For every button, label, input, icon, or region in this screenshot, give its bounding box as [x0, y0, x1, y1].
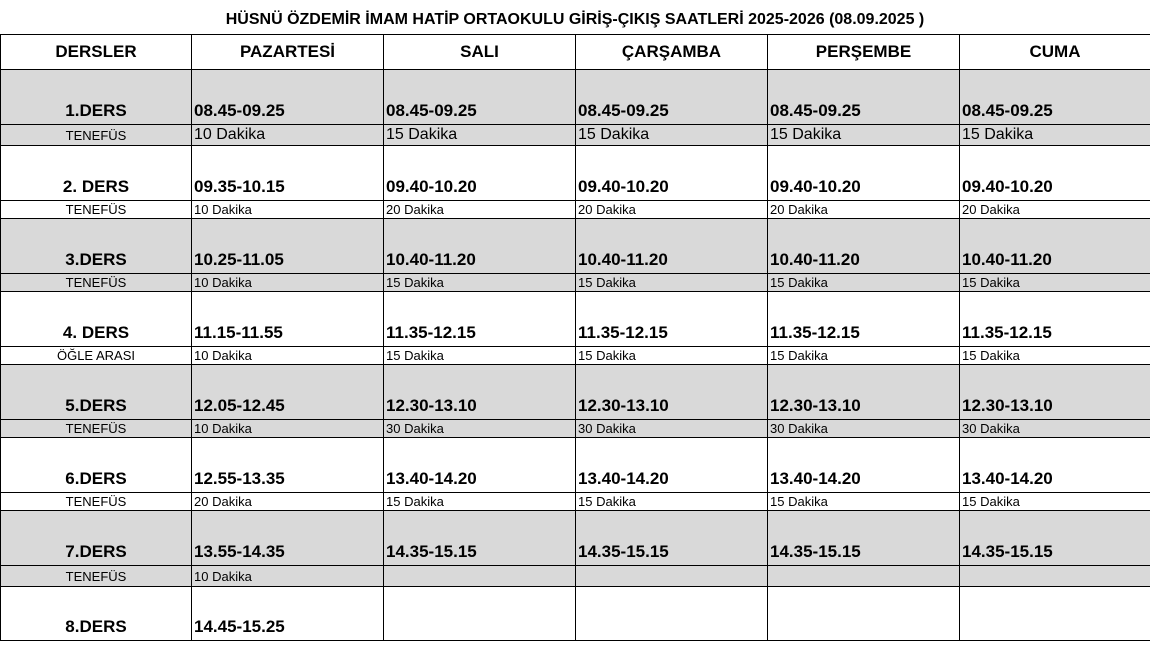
- lesson-label: 8.DERS: [1, 587, 192, 641]
- lesson-time: 11.35-12.15: [576, 292, 768, 347]
- break-row: [1, 493, 1150, 511]
- lesson-label: 5.DERS: [1, 365, 192, 420]
- break-label: ÖĞLE ARASI: [1, 347, 192, 365]
- break-duration: 15 Dakika: [960, 347, 1150, 365]
- lesson-row: [1, 219, 1150, 274]
- lesson-time: 08.45-09.25: [576, 70, 768, 125]
- lesson-time: 12.30-13.10: [384, 365, 576, 420]
- lesson-time: 10.40-11.20: [960, 219, 1150, 274]
- break-label: TENEFÜS: [1, 274, 192, 292]
- break-duration: 10 Dakika: [192, 566, 384, 587]
- lesson-time: 10.40-11.20: [576, 219, 768, 274]
- header-row: [1, 35, 1150, 70]
- break-duration: 15 Dakika: [576, 493, 768, 511]
- break-duration: 10 Dakika: [192, 420, 384, 438]
- lesson-time: 14.45-15.25: [192, 587, 384, 641]
- lesson-time: 12.30-13.10: [768, 365, 960, 420]
- lesson-time: 09.40-10.20: [384, 146, 576, 201]
- lesson-time: 10.25-11.05: [192, 219, 384, 274]
- break-duration: [768, 566, 960, 587]
- break-duration: 15 Dakika: [576, 347, 768, 365]
- break-duration: 20 Dakika: [192, 493, 384, 511]
- break-duration: 15 Dakika: [384, 347, 576, 365]
- lesson-time: 08.45-09.25: [768, 70, 960, 125]
- break-duration: 20 Dakika: [576, 201, 768, 219]
- break-duration: 20 Dakika: [960, 201, 1150, 219]
- lesson-time: 08.45-09.25: [384, 70, 576, 125]
- lesson-row: [1, 70, 1150, 125]
- column-header: PERŞEMBE: [768, 35, 960, 70]
- break-row: [1, 201, 1150, 219]
- break-duration: 15 Dakika: [576, 274, 768, 292]
- lesson-time: 14.35-15.15: [384, 511, 576, 566]
- column-header: DERSLER: [1, 35, 192, 70]
- lesson-time: [384, 587, 576, 641]
- break-label: TENEFÜS: [1, 125, 192, 146]
- break-duration: 20 Dakika: [768, 201, 960, 219]
- break-row: [1, 274, 1150, 292]
- break-row: [1, 125, 1150, 146]
- column-header: ÇARŞAMBA: [576, 35, 768, 70]
- lesson-time: [576, 587, 768, 641]
- lesson-time: 12.55-13.35: [192, 438, 384, 493]
- lesson-time: 09.40-10.20: [576, 146, 768, 201]
- break-duration: 20 Dakika: [384, 201, 576, 219]
- break-duration: [960, 566, 1150, 587]
- lesson-time: [768, 587, 960, 641]
- break-duration: 30 Dakika: [960, 420, 1150, 438]
- lesson-label: 2. DERS: [1, 146, 192, 201]
- lesson-time: 08.45-09.25: [960, 70, 1150, 125]
- break-duration: 30 Dakika: [384, 420, 576, 438]
- lesson-row: [1, 587, 1150, 641]
- column-header: PAZARTESİ: [192, 35, 384, 70]
- break-duration: 30 Dakika: [576, 420, 768, 438]
- lesson-row: [1, 511, 1150, 566]
- break-duration: 15 Dakika: [768, 347, 960, 365]
- lesson-time: 14.35-15.15: [768, 511, 960, 566]
- lesson-label: 4. DERS: [1, 292, 192, 347]
- lesson-time: 11.15-11.55: [192, 292, 384, 347]
- break-duration: 30 Dakika: [768, 420, 960, 438]
- lesson-row: [1, 146, 1150, 201]
- break-row: [1, 347, 1150, 365]
- break-duration: 15 Dakika: [960, 274, 1150, 292]
- lesson-time: 11.35-12.15: [960, 292, 1150, 347]
- break-label: TENEFÜS: [1, 566, 192, 587]
- break-duration: 15 Dakika: [576, 125, 768, 146]
- lesson-row: [1, 438, 1150, 493]
- schedule-table: [0, 34, 1150, 641]
- lesson-time: 12.30-13.10: [576, 365, 768, 420]
- lesson-time: 12.30-13.10: [960, 365, 1150, 420]
- break-duration: 15 Dakika: [384, 274, 576, 292]
- column-header: CUMA: [960, 35, 1150, 70]
- break-duration: 15 Dakika: [768, 493, 960, 511]
- break-duration: 10 Dakika: [192, 201, 384, 219]
- break-duration: 15 Dakika: [768, 125, 960, 146]
- lesson-label: 6.DERS: [1, 438, 192, 493]
- break-duration: 15 Dakika: [768, 274, 960, 292]
- lesson-time: 13.40-14.20: [384, 438, 576, 493]
- lesson-time: 13.40-14.20: [768, 438, 960, 493]
- lesson-time: 08.45-09.25: [192, 70, 384, 125]
- break-duration: 10 Dakika: [192, 274, 384, 292]
- lesson-label: 1.DERS: [1, 70, 192, 125]
- break-duration: [384, 566, 576, 587]
- break-label: TENEFÜS: [1, 201, 192, 219]
- lesson-time: 13.40-14.20: [960, 438, 1150, 493]
- lesson-time: 14.35-15.15: [960, 511, 1150, 566]
- break-row: [1, 420, 1150, 438]
- column-header: SALI: [384, 35, 576, 70]
- lesson-row: [1, 365, 1150, 420]
- lesson-row: [1, 292, 1150, 347]
- break-duration: 10 Dakika: [192, 347, 384, 365]
- lesson-time: 09.35-10.15: [192, 146, 384, 201]
- lesson-time: 09.40-10.20: [768, 146, 960, 201]
- break-duration: 15 Dakika: [384, 125, 576, 146]
- lesson-label: 3.DERS: [1, 219, 192, 274]
- break-duration: [576, 566, 768, 587]
- break-duration: 10 Dakika: [192, 125, 384, 146]
- break-duration: 15 Dakika: [384, 493, 576, 511]
- page-title: HÜSNÜ ÖZDEMİR İMAM HATİP ORTAOKULU GİRİŞ-ÇIKIŞ SAATLERİ 2025-2026 (08.09.2025 ): [225, 11, 925, 28]
- break-duration: 15 Dakika: [960, 493, 1150, 511]
- lesson-time: 11.35-12.15: [768, 292, 960, 347]
- lesson-time: 11.35-12.15: [384, 292, 576, 347]
- break-label: TENEFÜS: [1, 493, 192, 511]
- lesson-time: 13.40-14.20: [576, 438, 768, 493]
- break-label: TENEFÜS: [1, 420, 192, 438]
- lesson-time: 13.55-14.35: [192, 511, 384, 566]
- break-row: [1, 566, 1150, 587]
- lesson-time: [960, 587, 1150, 641]
- lesson-time: 12.05-12.45: [192, 365, 384, 420]
- lesson-time: 14.35-15.15: [576, 511, 768, 566]
- lesson-time: 09.40-10.20: [960, 146, 1150, 201]
- lesson-time: 10.40-11.20: [384, 219, 576, 274]
- break-duration: 15 Dakika: [960, 125, 1150, 146]
- lesson-label: 7.DERS: [1, 511, 192, 566]
- lesson-time: 10.40-11.20: [768, 219, 960, 274]
